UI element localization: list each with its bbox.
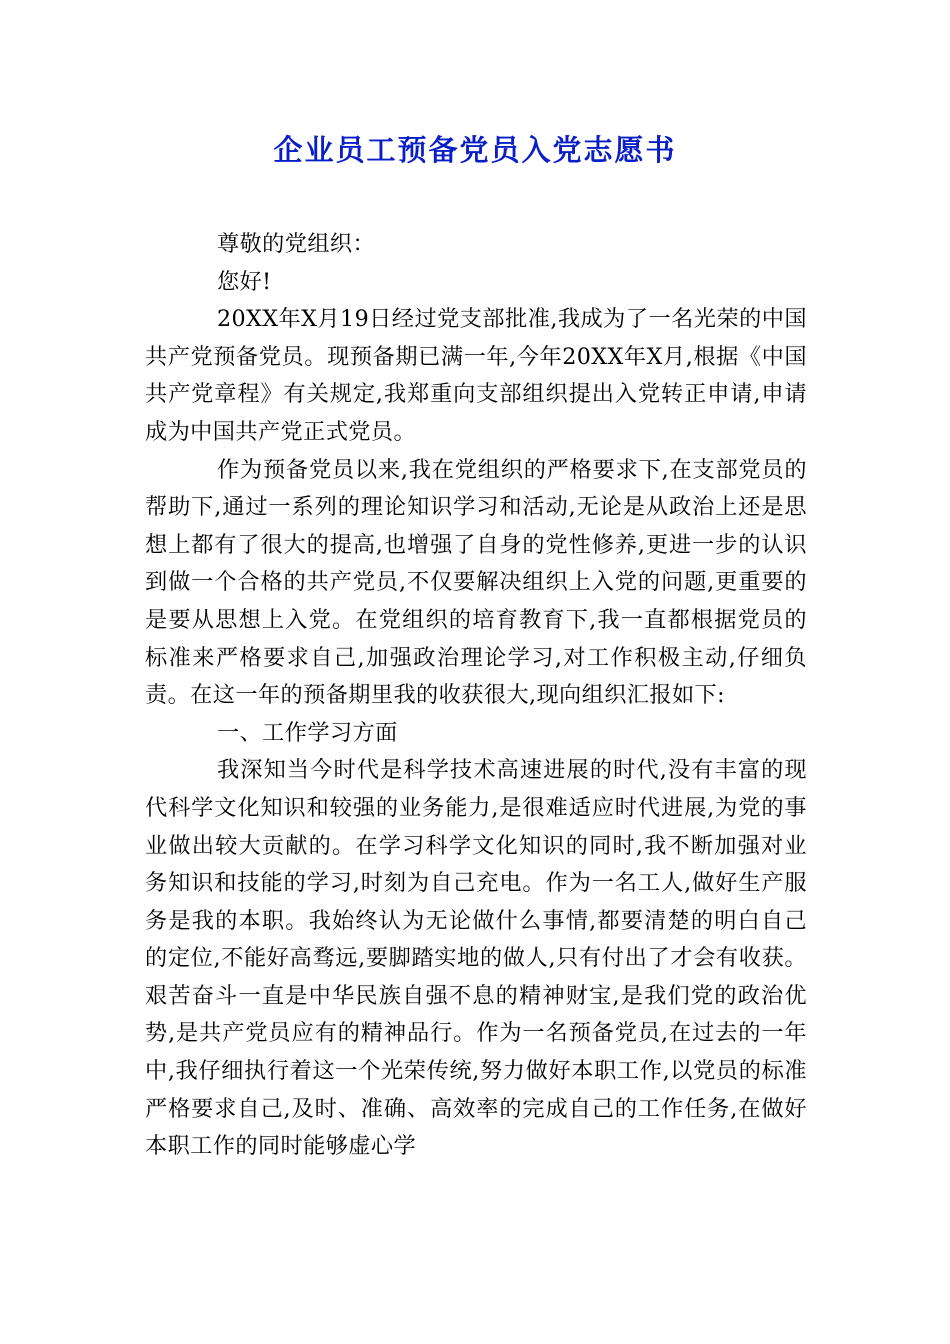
paragraph-progress: 作为预备党员以来,我在党组织的严格要求下,在支部党员的帮助下,通过一系列的理论知识学习和活动,无论是从政治上还是思想上都有了很大的提高,也增强了自身的党性修养,更进一步的认识到做一个合格的共产党员,不仅要解决组织上入党的问题,更重要的是要从思想上入党。在党组织的培育教育下,我一直都根据党员的标准来严格要求自己,加强政治理论学习,对工作积极主动,仔细负责。在这一年的预备期里我的收获很大,现向组织汇报如下: bbox=[145, 456, 807, 709]
greeting: 您好! bbox=[217, 268, 272, 295]
paragraph-work-study: 我深知当今时代是科学技术高速进展的时代,没有丰富的现代科学文化知识和较强的业务能力,是很难适应时代进展,为党的事业做出较大贡献的。在学习科学文化知识的同时,我不断加强对业务知识和技能的学习,时刻为自己充电。作为一名工人,做好生产服务是我的本职。我始终认为无论做什么事情,都要清楚的明白自己的定位,不能好高骛远,要脚踏实地的做人,只有付出了才会有收获。艰苦奋斗一直是中华民族自强不息的精神财宝,是我们党的政治优势,是共产党员应有的精神品行。作为一名预备党员,在过去的一年中,我仔细执行着这一个光荣传统,努力做好本职工作,以党员的标准严格要求自己,及时、准确、高效率的完成自己的工作任务,在做好本职工作的同时能够虚心学 bbox=[145, 757, 807, 1160]
document-title: 企业员工预备党员入党志愿书 bbox=[273, 133, 677, 167]
document-body bbox=[145, 226, 807, 1166]
section-heading: 一、工作学习方面 bbox=[217, 719, 398, 746]
paragraph-application: 20XX年X月19日经过党支部批准,我成为了一名光荣的中国共产党预备党员。现预备期已满一年,今年20XX年X月,根据《中国共产党章程》有关规定,我郑重向支部组织提出入党转正申请,申请成为中国共产党正式党员。 bbox=[145, 306, 807, 445]
salutation: 尊敬的党组织： bbox=[217, 231, 376, 257]
